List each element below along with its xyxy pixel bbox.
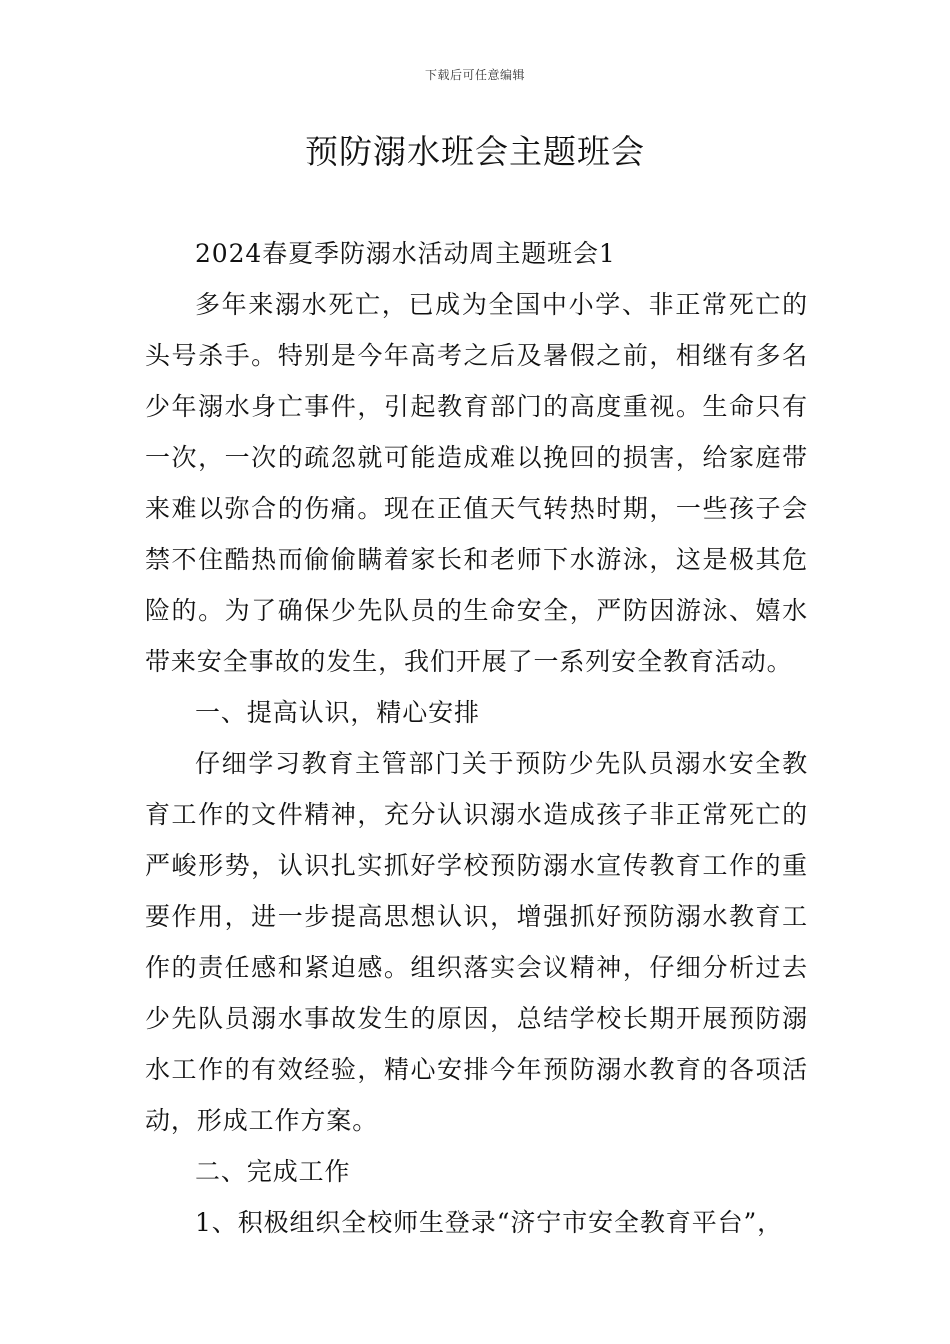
intro-paragraph: 多年来溺水死亡，已成为全国中小学、非正常死亡的头号杀手。特别是今年高考之后及暑假之前，相继有多名少年溺水身亡事件，引起教育部门的高度重视。生命只有一次，一次的疏忽就可能造成难以挽回的损害，给家庭带来难以弥合的伤痛。现在正值天气转热时期，一些孩子会禁不住酷热而偷偷瞒着家长和老师下水游泳，这是极其危险的。为了确保少先队员的生命安全，严防因游泳、嬉水带来安全事故的发生，我们开展了一系列安全教育活动。 — [145, 290, 808, 676]
section-2-item-1: 1、积极组织全校师生登录“济宁市安全教育平台”， — [195, 1208, 784, 1237]
document-title: 预防溺水班会主题班会 — [305, 132, 645, 171]
section-heading-1: 一、提高认识，精心安排 — [195, 698, 480, 727]
document-body — [145, 228, 808, 1248]
section-heading-2: 二、完成工作 — [195, 1157, 351, 1186]
header-note: 下载后可任意编辑 — [424, 68, 525, 82]
section-1-paragraph: 仔细学习教育主管部门关于预防少先队员溺水安全教育工作的文件精神，充分认识溺水造成孩子非正常死亡的严峻形势，认识扎实抓好学校预防溺水宣传教育工作的重要作用，进一步提高思想认识，增强抓好预防溺水教育工作的责任感和紧迫感。组织落实会议精神，仔细分析过去少先队员溺水事故发生的原因，总结学校长期开展预防溺水工作的有效经验，精心安排今年预防溺水教育的各项活动，形成工作方案。 — [145, 749, 808, 1135]
subtitle-paragraph: 2024春夏季防溺水活动周主题班会1 — [195, 239, 616, 268]
